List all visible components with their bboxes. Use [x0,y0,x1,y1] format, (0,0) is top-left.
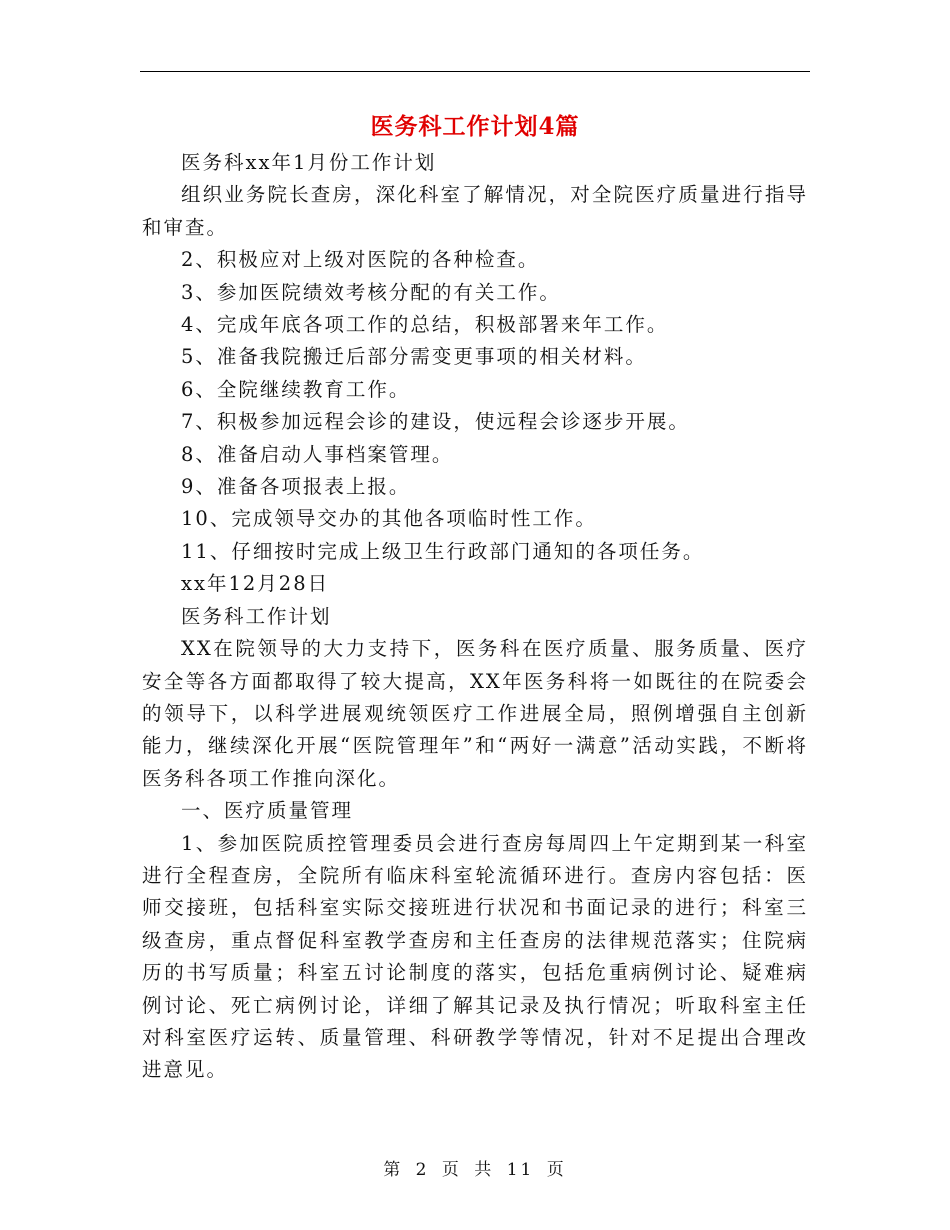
list-item: 7、积极参加远程会诊的建设，使远程会诊逐步开展。 [181,410,690,434]
section-heading: 医务科xx年1月份工作计划 [181,151,437,174]
date-line: xx年12月28日 [181,572,330,596]
list-item: 3、参加医院绩效考核分配的有关工作。 [181,280,561,304]
list-item: 6、全院继续教育工作。 [181,377,411,401]
list-item: 5、准备我院搬迁后部分需变更事项的相关材料。 [181,345,647,369]
section-heading: 医务科工作计划 [181,604,332,628]
list-item: 9、准备各项报表上报。 [181,475,411,499]
list-item: 8、准备启动人事档案管理。 [181,442,454,466]
header-rule [140,71,810,72]
paragraph: 1、参加医院质控管理委员会进行查房每周四上午定期到某一科室进行全程查房，全院所有临床科室轮流循环进行。查房内容包括：医师交接班，包括科室实际交接班进行状况和书面记录的进行；科室三级查房，重点督促科室教学查房和主任查房的法律规范落实；住院病历的书写质量；科室五讨论制度的落实，包括危重病例讨论、疑难病例讨论、死亡病例讨论，详细了解其记录及执行情况；听取科室主任对科室医疗运转、质量管理、科研教学等情况，针对不足提出合理改进意见。 [142,831,808,1082]
paragraph: 组织业务院长查房，深化科室了解情况，对全院医疗质量进行指导和审查。 [142,183,808,239]
document-body [142,147,808,1087]
document-title: 医务科工作计划4篇 [370,113,580,140]
list-item: 10、完成领导交办的其他各项临时性工作。 [181,507,597,531]
page-number: 第 2 页 共 11 页 [383,1160,567,1180]
list-item: 11、仔细按时完成上级卫生行政部门通知的各项任务。 [181,539,705,563]
list-item: 2、积极应对上级对医院的各种检查。 [181,248,540,272]
list-item: 4、完成年底各项工作的总结，积极部署来年工作。 [181,313,669,337]
paragraph: XX在院领导的大力支持下，医务科在医疗质量、服务质量、医疗安全等各方面都取得了较大提高，XX年医务科将一如既往的在院委会的领导下，以科学进展观统领医疗工作进展全局，照例增强自主创新能力，继续深化开展“医院管理年”和“两好一满意”活动实践，不断将医务科各项工作推向深化。 [142,637,808,790]
subsection-heading: 一、医疗质量管理 [181,799,354,823]
